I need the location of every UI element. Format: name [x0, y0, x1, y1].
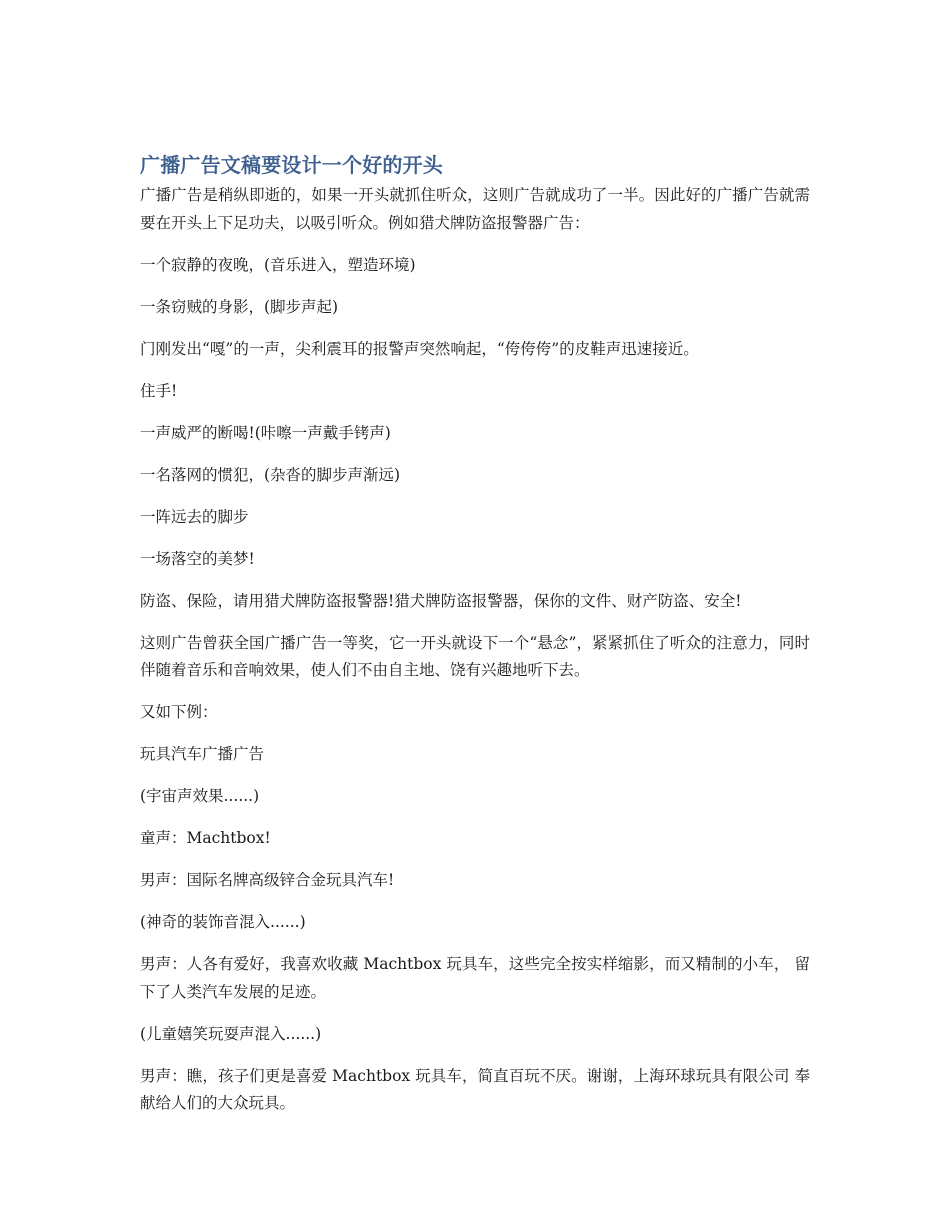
paragraph: 男声：瞧，孩子们更是喜爱 Machtbox 玩具车，简直百玩不厌。谢谢，上海环球玩具有限公司 奉献给人们的大众玩具。 — [140, 1066, 810, 1112]
paragraph: 一阵远去的脚步 — [140, 507, 249, 526]
paragraph: (儿童嬉笑玩耍声混入......) — [140, 1024, 322, 1043]
paragraph: 一个寂静的夜晚，(音乐进入，塑造环境) — [140, 255, 416, 274]
paragraph: 童声：Machtbox! — [140, 829, 271, 847]
paragraph: 住手! — [140, 381, 178, 400]
paragraph: 一声威严的断喝!(咔嚓一声戴手铐声) — [140, 423, 391, 442]
paragraph: 又如下例： — [140, 703, 218, 721]
paragraph: 男声：人各有爱好，我喜欢收藏 Machtbox 玩具车，这些完全按实样缩影，而又精制的小车， 留下了人类汽车发展的足迹。 — [140, 955, 810, 1001]
document-page — [140, 150, 810, 1132]
paragraph: (神奇的装饰音混入......) — [140, 913, 306, 931]
paragraph: 玩具汽车广播广告 — [140, 745, 265, 763]
document-title: 广播广告文稿要设计一个好的开头 — [140, 153, 443, 177]
paragraph: 一名落网的惯犯，(杂沓的脚步声渐远) — [140, 465, 401, 484]
paragraph: (宇宙声效果......) — [140, 787, 260, 805]
paragraph: 门刚发出“嘎”的一声，尖利震耳的报警声突然响起，“侉侉侉”的皮鞋声迅速接近。 — [140, 339, 699, 358]
paragraph: 防盗、保险，请用猎犬牌防盗报警器!猎犬牌防盗报警器，保你的文件、财产防盗、安全! — [140, 591, 742, 610]
paragraph: 这则广告曾获全国广播广告一等奖，它一开头就设下一个“悬念”，紧紧抓住了听众的注意力，同时伴随着音乐和音响效果，使人们不由自主地、饶有兴趣地听下去。 — [140, 633, 810, 679]
paragraph: 男声：国际名牌高级锌合金玩具汽车! — [140, 871, 395, 889]
paragraph: 一场落空的美梦! — [140, 549, 255, 568]
paragraph: 一条窃贼的身影，(脚步声起) — [140, 297, 339, 316]
paragraph-intro: 广播广告是稍纵即逝的，如果一开头就抓住听众，这则广告就成功了一半。因此好的广播广告就需要在开头上下足功夫，以吸引听众。例如猎犬牌防盗报警器广告： — [140, 186, 810, 232]
